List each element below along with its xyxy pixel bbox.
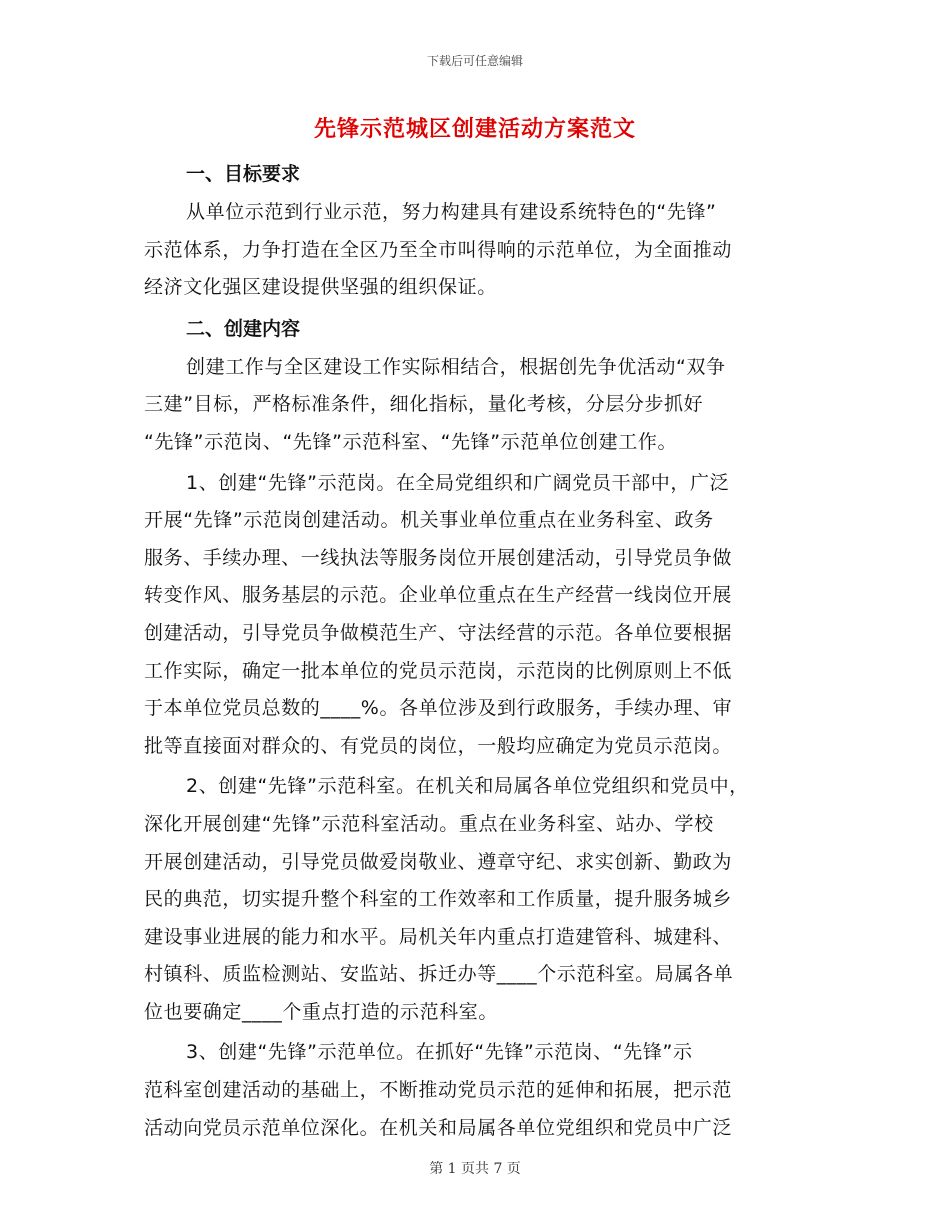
paragraph: [144, 465, 810, 766]
paragraph: [144, 768, 810, 1031]
text-line: 建设事业进展的能力和水平。局机关年内重点打造建管科、城建科、: [144, 925, 733, 948]
paragraph: [144, 194, 810, 307]
text-line: 3、创建“先锋”示范单位。在抓好“先锋”示范岗、“先锋”示: [186, 1041, 693, 1064]
text-line: 范科室创建活动的基础上，不断推动党员示范的延伸和拓展，把示范: [144, 1079, 733, 1102]
page-footer: 第 1 页共 7 页: [429, 1161, 521, 1177]
text-line: 从单位示范到行业示范，努力构建具有建设系统特色的“先锋”: [186, 201, 717, 223]
text-line: 创建活动，引导党员争做模范生产、守法经营的示范。各单位要根据: [144, 621, 733, 644]
text-line: 位也要确定____个重点打造的示范科室。: [144, 1000, 499, 1023]
document-body: [144, 152, 810, 1150]
document-title: 先锋示范城区创建活动方案范文: [313, 117, 636, 142]
text-line: 开展创建活动，引导党员做爱岗敬业、遵章守纪、求实创新、勤政为: [144, 850, 733, 873]
text-line: 示范体系，力争打造在全区乃至全市叫得响的示范单位，为全面推动: [144, 238, 733, 261]
text-line: 村镇科、质监检测站、安监站、拆迁办等____个示范科室。局属各单: [144, 963, 734, 986]
text-line: 三建”目标，严格标准条件，细化指标，量化考核，分层分步抓好: [144, 393, 704, 416]
page-header: 下载后可任意编辑: [426, 54, 523, 68]
text-line: 服务、手续办理、一线执法等服务岗位开展创建活动，引导党员争做: [144, 546, 733, 569]
text-line: 批等直接面对群众的、有党员的岗位，一般均应确定为党员示范岗。: [144, 734, 733, 757]
section-heading-content: 二、创建内容: [186, 317, 301, 340]
text-line: 转变作风、服务基层的示范。企业单位重点在生产经营一线岗位开展: [144, 584, 733, 607]
text-line: 深化开展创建“先锋”示范科室活动。重点在业务科室、站办、学校: [144, 812, 714, 835]
text-line: 经济文化强区建设提供坚强的组织保证。: [144, 276, 497, 299]
text-line: “先锋”示范岗、“先锋”示范科室、“先锋”示范单位创建工作。: [144, 430, 678, 453]
section-heading-goals: 一、目标要求: [186, 163, 301, 185]
paragraph: [144, 349, 810, 462]
text-line: 2、创建“先锋”示范科室。在机关和局属各单位党组织和党员中，: [186, 775, 749, 798]
text-line: 1、创建“先锋”示范岗。在全局党组织和广阔党员干部中，广泛: [186, 471, 730, 494]
text-line: 开展“先锋”示范岗创建活动。机关事业单位重点在业务科室、政务: [144, 509, 714, 532]
text-line: 活动向党员示范单位深化。在机关和局属各单位党组织和党员中广泛: [144, 1116, 733, 1139]
paragraph: [144, 1034, 810, 1147]
text-line: 民的典范，切实提升整个科室的工作效率和工作质量，提升服务城乡: [144, 888, 733, 911]
text-line: 于本单位党员总数的____%。各单位涉及到行政服务，手续办理、审: [144, 697, 733, 720]
text-line: 创建工作与全区建设工作实际相结合，根据创先争优活动“双争: [186, 355, 726, 378]
text-line: 工作实际，确定一批本单位的党员示范岗，示范岗的比例原则上不低: [144, 659, 733, 682]
